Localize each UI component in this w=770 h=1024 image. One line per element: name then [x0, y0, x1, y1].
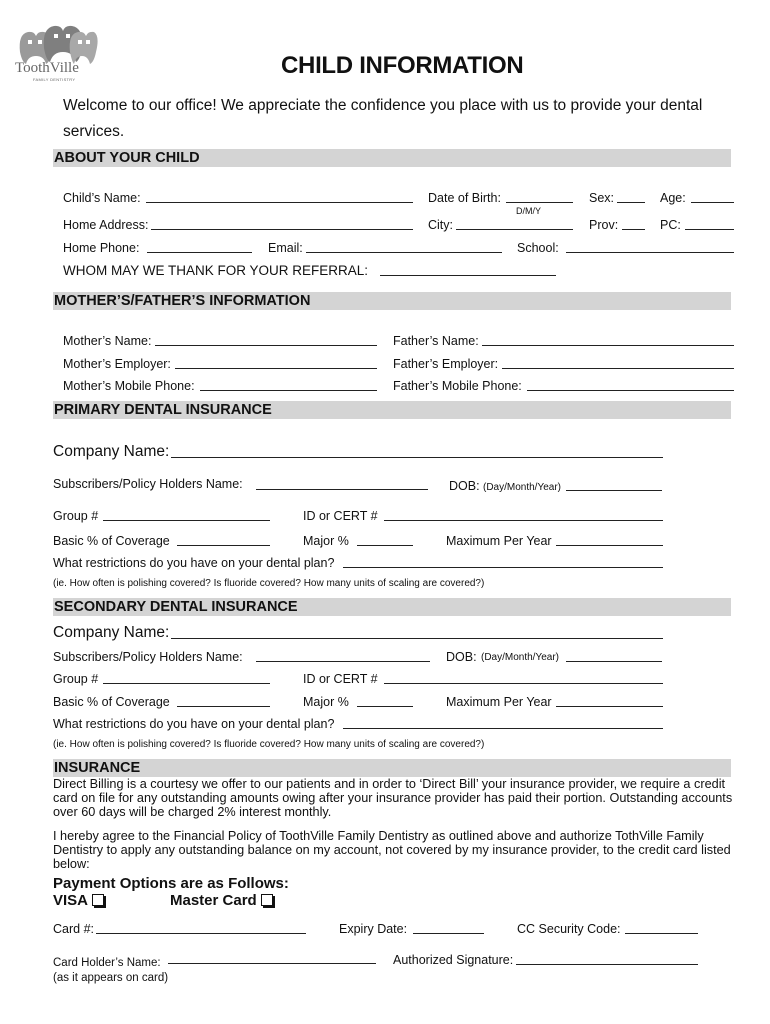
primary-id-label: ID or CERT #: [303, 509, 378, 523]
section-about-child: [53, 149, 731, 167]
secondary-group-field[interactable]: [103, 683, 270, 684]
secondary-max-label: Maximum Per Year: [446, 695, 552, 709]
section-heading: PRIMARY DENTAL INSURANCE: [54, 402, 272, 418]
secondary-restrictions-label: What restrictions do you have on your dental plan?: [53, 717, 335, 731]
email-field[interactable]: [306, 252, 502, 253]
cc-code-label: CC Security Code:: [517, 922, 621, 936]
welcome-line-1: Welcome to our office! We appreciate the confidence you place with us to provide your dental: [63, 97, 703, 114]
city-label: City:: [428, 218, 453, 232]
dob-label: Date of Birth:: [428, 191, 501, 205]
prov-field[interactable]: [622, 229, 645, 230]
primary-subscriber-field[interactable]: [256, 489, 428, 490]
secondary-major-field[interactable]: [357, 706, 413, 707]
primary-group-label: Group #: [53, 509, 99, 523]
secondary-id-label: ID or CERT #: [303, 672, 378, 686]
home-address-field[interactable]: [151, 229, 413, 230]
primary-restrictions-field[interactable]: [343, 567, 663, 568]
referral-label: WHOM MAY WE THANK FOR YOUR REFERRAL:: [63, 263, 369, 278]
welcome-line-2: services.: [63, 123, 125, 140]
section-primary-insurance: [53, 401, 731, 419]
mothers-mobile-field[interactable]: [200, 390, 377, 391]
primary-id-field[interactable]: [384, 520, 663, 521]
card-holder-note: (as it appears on card): [53, 972, 169, 984]
section-secondary-insurance: [53, 598, 731, 616]
pc-field[interactable]: [685, 229, 734, 230]
section-heading: INSURANCE: [54, 760, 141, 776]
secondary-major-label: Major %: [303, 695, 349, 709]
section-heading: ABOUT YOUR CHILD: [54, 150, 200, 166]
primary-company-field[interactable]: [171, 457, 663, 458]
secondary-max-field[interactable]: [556, 706, 663, 707]
primary-max-field[interactable]: [556, 545, 663, 546]
secondary-subscriber-field[interactable]: [256, 661, 430, 662]
dob-field[interactable]: [506, 202, 573, 203]
section-heading: MOTHER’S/FATHER’S INFORMATION: [54, 293, 311, 309]
visa-label: VISA: [53, 892, 89, 909]
primary-major-label: Major %: [303, 534, 349, 548]
primary-max-label: Maximum Per Year: [446, 534, 552, 548]
home-phone-label: Home Phone:: [63, 241, 140, 255]
mothers-name-label: Mother’s Name:: [63, 334, 152, 348]
expiry-field[interactable]: [413, 933, 484, 934]
primary-dob-field[interactable]: [566, 490, 662, 491]
fathers-employer-label: Father’s Employer:: [393, 357, 499, 371]
cc-code-field[interactable]: [625, 933, 698, 934]
secondary-dob-label: DOB:: [446, 650, 477, 664]
fathers-name-field[interactable]: [482, 345, 734, 346]
secondary-basic-label: Basic % of Coverage: [53, 695, 170, 709]
card-number-label: Card #:: [53, 922, 94, 936]
home-address-label: Home Address:: [63, 218, 149, 232]
school-field[interactable]: [566, 252, 734, 253]
prov-label: Prov:: [589, 218, 619, 232]
mothers-employer-field[interactable]: [175, 368, 377, 369]
secondary-note: (ie. How often is polishing covered? Is fluoride covered? How many units of scaling are covered?): [53, 739, 485, 750]
mastercard-label: Master Card: [170, 892, 257, 909]
mothers-name-field[interactable]: [155, 345, 377, 346]
secondary-id-field[interactable]: [384, 683, 663, 684]
primary-basic-label: Basic % of Coverage: [53, 534, 170, 548]
fathers-name-label: Father’s Name:: [393, 334, 479, 348]
section-heading: SECONDARY DENTAL INSURANCE: [54, 599, 298, 615]
logo-brand: ToothVille: [15, 60, 79, 76]
sex-label: Sex:: [589, 191, 615, 205]
primary-dob-format: (Day/Month/Year): [483, 482, 561, 493]
primary-major-field[interactable]: [357, 545, 413, 546]
secondary-dob-field[interactable]: [566, 661, 662, 662]
card-holder-label: Card Holder’s Name:: [53, 957, 161, 969]
home-phone-field[interactable]: [147, 252, 252, 253]
mastercard-option[interactable]: [170, 892, 273, 909]
signature-field[interactable]: [516, 964, 698, 965]
age-field[interactable]: [691, 202, 734, 203]
signature-label: Authorized Signature:: [393, 953, 514, 967]
primary-basic-field[interactable]: [177, 545, 270, 546]
pc-label: PC:: [660, 218, 681, 232]
secondary-basic-field[interactable]: [177, 706, 270, 707]
expiry-label: Expiry Date:: [339, 922, 408, 936]
primary-group-field[interactable]: [103, 520, 270, 521]
city-field[interactable]: [456, 229, 573, 230]
page-title: CHILD INFORMATION: [281, 52, 524, 79]
fathers-employer-field[interactable]: [502, 368, 734, 369]
primary-note: (ie. How often is polishing covered? Is fluoride covered? How many units of scaling are covered?): [53, 578, 485, 589]
secondary-subscriber-label: Subscribers/Policy Holders Name:: [53, 650, 243, 664]
payment-heading: Payment Options are as Follows:: [53, 875, 289, 892]
section-insurance: [53, 759, 731, 777]
card-holder-field[interactable]: [168, 963, 376, 964]
secondary-company-label: Company Name:: [53, 624, 170, 641]
secondary-company-field[interactable]: [171, 638, 663, 639]
referral-field[interactable]: [380, 275, 556, 276]
visa-checkbox-icon[interactable]: [92, 894, 104, 906]
sex-field[interactable]: [617, 202, 645, 203]
fathers-mobile-label: Father’s Mobile Phone:: [393, 379, 522, 393]
mothers-mobile-label: Mother’s Mobile Phone:: [63, 379, 195, 393]
primary-restrictions-label: What restrictions do you have on your dental plan?: [53, 556, 335, 570]
visa-option[interactable]: [53, 892, 104, 909]
secondary-restrictions-field[interactable]: [343, 728, 663, 729]
insurance-paragraph-2: I hereby agree to the Financial Policy of ToothVille Family Dentistry as outlined above and authorize TothVille Family Dentistry to apply any outstanding balance on my account, not covered by my insurance provider, to the credit card listed below:: [53, 829, 731, 872]
school-label: School:: [517, 241, 559, 255]
age-label: Age:: [660, 191, 686, 205]
secondary-group-label: Group #: [53, 672, 99, 686]
logo-tagline: FAMILY DENTISTRY: [33, 77, 76, 82]
mothers-employer-label: Mother’s Employer:: [63, 357, 171, 371]
insurance-paragraph-1: Direct Billing is a courtesy we offer to our patients and in order to ‘Direct Bill’ your insurance provider, we require a credit card on file for any outstanding amounts owing after your insurance provider has paid their portion. Outstanding accounts over 60 days will be charged 2% interest monthly.: [53, 777, 733, 820]
childs-name-field[interactable]: [146, 202, 413, 203]
toothville-logo: [14, 24, 98, 84]
email-label: Email:: [268, 241, 303, 255]
mastercard-checkbox-icon[interactable]: [261, 894, 273, 906]
secondary-dob-format: (Day/Month/Year): [481, 652, 559, 663]
dob-format: D/M/Y: [516, 206, 542, 216]
card-number-field[interactable]: [96, 933, 306, 934]
primary-subscriber-label: Subscribers/Policy Holders Name:: [53, 477, 243, 491]
fathers-mobile-field[interactable]: [527, 390, 734, 391]
primary-company-label: Company Name:: [53, 443, 170, 460]
section-parents: [53, 292, 731, 310]
primary-dob-label: DOB:: [449, 479, 480, 493]
childs-name-label: Child’s Name:: [63, 191, 141, 205]
